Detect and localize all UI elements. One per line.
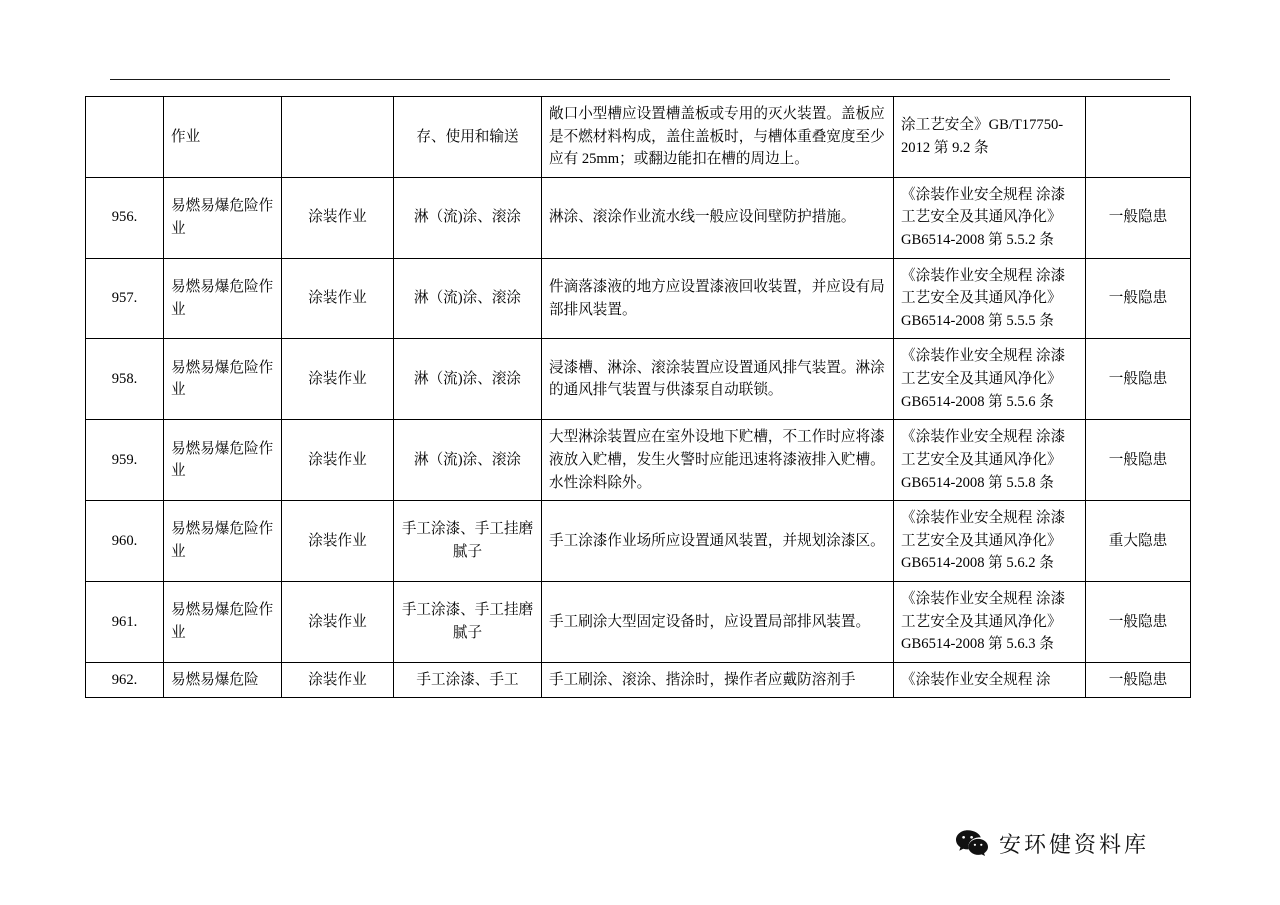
- cell-description: 淋涂、滚涂作业流水线一般应设间壁防护措施。: [542, 177, 894, 258]
- cell-category: 易燃易爆危险作业: [164, 339, 282, 420]
- cell-operation: 涂装作业: [282, 177, 394, 258]
- cell-category: 易燃易爆危险作业: [164, 420, 282, 501]
- cell-level: [1086, 97, 1191, 178]
- cell-description: 浸漆槽、淋涂、滚涂装置应设置通风排气装置。淋涂的通风排气装置与供漆泵自动联锁。: [542, 339, 894, 420]
- cell-reference: 涂工艺安全》GB/T17750-2012 第 9.2 条: [894, 97, 1086, 178]
- hazard-table: [85, 96, 1191, 698]
- cell-operation: 涂装作业: [282, 662, 394, 698]
- cell-number: [86, 97, 164, 178]
- header-rule: [110, 79, 1170, 80]
- cell-category: 易燃易爆危险作业: [164, 581, 282, 662]
- cell-item: 淋（流)涂、滚涂: [394, 339, 542, 420]
- cell-reference: 《涂装作业安全规程 涂漆工艺安全及其通风净化》GB6514-2008 第 5.5.2 条: [894, 177, 1086, 258]
- cell-category: 易燃易爆危险作业: [164, 177, 282, 258]
- cell-reference: 《涂装作业安全规程 涂漆工艺安全及其通风净化》GB6514-2008 第 5.6.3 条: [894, 581, 1086, 662]
- cell-reference: 《涂装作业安全规程 涂漆工艺安全及其通风净化》GB6514-2008 第 5.5.6 条: [894, 339, 1086, 420]
- cell-reference: 《涂装作业安全规程 涂漆工艺安全及其通风净化》GB6514-2008 第 5.5.8 条: [894, 420, 1086, 501]
- cell-category: 易燃易爆危险作业: [164, 258, 282, 339]
- cell-description: 敞口小型槽应设置槽盖板或专用的灭火装置。盖板应是不燃材料构成，盖住盖板时，与槽体重叠宽度至少应有 25mm；或翻边能扣在槽的周边上。: [542, 97, 894, 178]
- table-row: [86, 581, 1191, 662]
- cell-item: 手工涂漆、手工挂磨腻子: [394, 501, 542, 582]
- cell-description: 手工刷涂、滚涂、揩涂时，操作者应戴防溶剂手: [542, 662, 894, 698]
- footer-branding: [955, 828, 1149, 859]
- cell-item: 淋（流)涂、滚涂: [394, 420, 542, 501]
- cell-item: 手工涂漆、手工挂磨腻子: [394, 581, 542, 662]
- table-row: [86, 339, 1191, 420]
- table-row: [86, 177, 1191, 258]
- cell-description: 手工涂漆作业场所应设置通风装置，并规划涂漆区。: [542, 501, 894, 582]
- cell-operation: 涂装作业: [282, 258, 394, 339]
- cell-item: 淋（流)涂、滚涂: [394, 258, 542, 339]
- cell-operation: [282, 97, 394, 178]
- cell-level: 一般隐患: [1086, 420, 1191, 501]
- table-row: [86, 420, 1191, 501]
- cell-level: 一般隐患: [1086, 339, 1191, 420]
- cell-operation: 涂装作业: [282, 339, 394, 420]
- cell-operation: 涂装作业: [282, 420, 394, 501]
- table-row: [86, 662, 1191, 698]
- cell-category: 易燃易爆危险作业: [164, 501, 282, 582]
- cell-description: 手工刷涂大型固定设备时，应设置局部排风装置。: [542, 581, 894, 662]
- brand-name: 安环健资料库: [999, 832, 1150, 857]
- cell-number: 956.: [86, 177, 164, 258]
- wechat-icon: [955, 829, 989, 859]
- cell-operation: 涂装作业: [282, 501, 394, 582]
- table-row: [86, 258, 1191, 339]
- cell-description: 件滴落漆液的地方应设置漆液回收装置，并应设有局部排风装置。: [542, 258, 894, 339]
- cell-reference: 《涂装作业安全规程 涂漆工艺安全及其通风净化》GB6514-2008 第 5.6.2 条: [894, 501, 1086, 582]
- cell-number: 957.: [86, 258, 164, 339]
- cell-level: 一般隐患: [1086, 662, 1191, 698]
- cell-reference: 《涂装作业安全规程 涂: [894, 662, 1086, 698]
- cell-level: 重大隐患: [1086, 501, 1191, 582]
- cell-category: 易燃易爆危险: [164, 662, 282, 698]
- cell-level: 一般隐患: [1086, 581, 1191, 662]
- table-row: [86, 501, 1191, 582]
- table-body: [86, 97, 1191, 698]
- cell-item: 手工涂漆、手工: [394, 662, 542, 698]
- cell-number: 958.: [86, 339, 164, 420]
- cell-item: 存、使用和输送: [394, 97, 542, 178]
- cell-level: 一般隐患: [1086, 258, 1191, 339]
- cell-number: 960.: [86, 501, 164, 582]
- cell-reference: 《涂装作业安全规程 涂漆工艺安全及其通风净化》GB6514-2008 第 5.5.5 条: [894, 258, 1086, 339]
- cell-level: 一般隐患: [1086, 177, 1191, 258]
- cell-description: 大型淋涂装置应在室外设地下贮槽，不工作时应将漆液放入贮槽，发生火警时应能迅速将漆液排入贮槽。水性涂料除外。: [542, 420, 894, 501]
- cell-number: 959.: [86, 420, 164, 501]
- table-row: [86, 97, 1191, 178]
- cell-category: 作业: [164, 97, 282, 178]
- cell-item: 淋（流)涂、滚涂: [394, 177, 542, 258]
- cell-operation: 涂装作业: [282, 581, 394, 662]
- cell-number: 961.: [86, 581, 164, 662]
- cell-number: 962.: [86, 662, 164, 698]
